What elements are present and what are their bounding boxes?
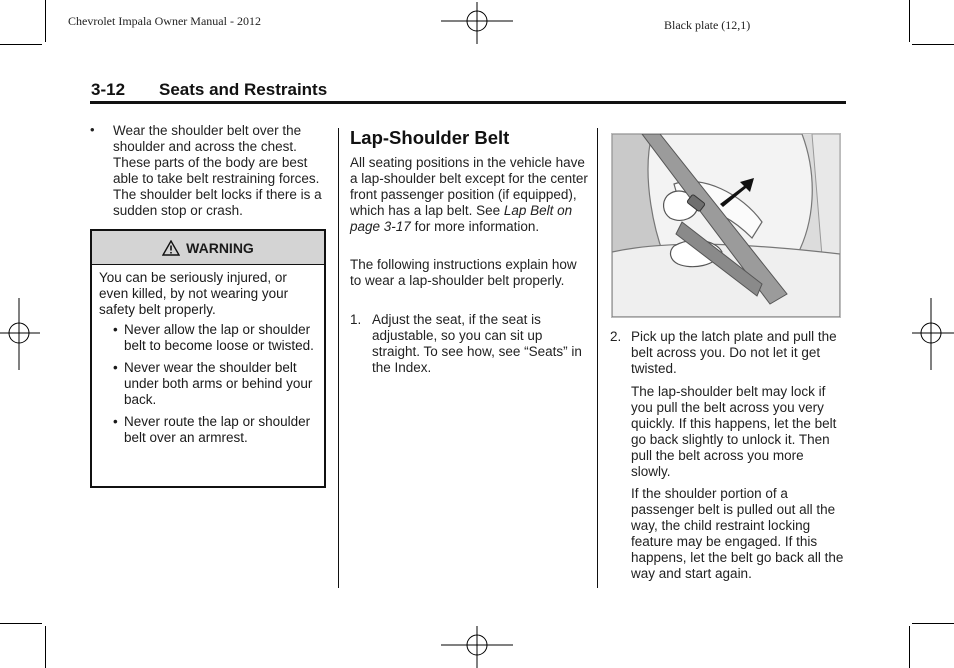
warning-item: • Never allow the lap or shoulder belt to become loose or twisted. bbox=[99, 322, 318, 354]
section-title: Seats and Restraints bbox=[159, 80, 328, 99]
warning-item: • Never route the lap or shoulder belt over an armrest. bbox=[99, 414, 318, 446]
warning-triangle-icon bbox=[162, 240, 180, 256]
warning-item: • Never wear the shoulder belt under both arms or behind your back. bbox=[99, 360, 318, 408]
warning-list bbox=[99, 322, 318, 446]
registration-target-icon bbox=[441, 626, 513, 668]
intro-text: All seating positions in the vehicle have a lap-shoulder belt except for the center front passenger position (if equipped), which has a lap belt. See bbox=[350, 155, 588, 218]
lock-paragraph: The lap-shoulder belt may lock if you pull the belt across you very quickly. If this happens, let the belt go back slightly to unlock it. Then pull the belt across you more slowly. bbox=[631, 384, 837, 479]
step-text: Adjust the seat, if the seat is adjustable, so you can sit up straight. To see how, see “Seats” in the Index. bbox=[372, 312, 582, 375]
registration-target-icon bbox=[0, 298, 40, 370]
crop-mark bbox=[0, 44, 42, 45]
step-number: 1. bbox=[350, 312, 362, 327]
step-text: Pick up the latch plate and pull the belt across you. Do not let it get twisted. bbox=[631, 329, 837, 376]
intro-tail: for more information. bbox=[410, 219, 540, 234]
bullet-marker: • bbox=[90, 122, 95, 137]
child-lock-paragraph: If the shoulder portion of a passenger belt is pulled out all the way, the child restraint locking feature may be engaged. If this happens, let the belt go back all the way and start again. bbox=[631, 486, 844, 581]
warning-header bbox=[92, 231, 324, 265]
warning-box bbox=[90, 229, 326, 488]
crop-mark bbox=[912, 623, 954, 624]
section-heading: Lap-Shoulder Belt bbox=[350, 127, 510, 148]
instructions-paragraph: The following instructions explain how to wear a lap-shoulder belt properly. bbox=[350, 257, 577, 288]
bullet-paragraph: Wear the shoulder belt over the shoulder and across the chest. These parts of the body are best able to take belt restraining forces. The shoulder belt locks if there is a sudden stop or crash. bbox=[113, 123, 322, 218]
step-number: 2. bbox=[610, 329, 622, 344]
seat-belt-illustration-drawing bbox=[612, 134, 840, 317]
warning-intro: You can be seriously injured, or even killed, by not wearing your safety belt properly. bbox=[99, 270, 289, 317]
seat-belt-illustration bbox=[611, 133, 841, 318]
warning-body bbox=[92, 265, 324, 446]
crop-mark bbox=[909, 0, 910, 42]
crop-mark bbox=[912, 44, 954, 45]
column-divider bbox=[597, 128, 598, 588]
slug-left: Chevrolet Impala Owner Manual - 2012 bbox=[68, 14, 261, 28]
page-number: 3-12 bbox=[91, 80, 126, 99]
intro-paragraph bbox=[350, 155, 590, 235]
crop-mark bbox=[909, 626, 910, 668]
crop-mark bbox=[45, 0, 46, 42]
header-rule bbox=[90, 101, 846, 104]
crop-mark bbox=[0, 623, 42, 624]
slug-right: Black plate (12,1) bbox=[664, 18, 751, 32]
crop-mark bbox=[45, 626, 46, 668]
registration-target-icon bbox=[912, 298, 954, 370]
column-divider bbox=[338, 128, 339, 588]
warning-label: WARNING bbox=[186, 239, 254, 256]
registration-target-icon bbox=[441, 2, 513, 44]
cross-reference-link[interactable]: Lap Belt on page 3-17 bbox=[350, 203, 573, 234]
